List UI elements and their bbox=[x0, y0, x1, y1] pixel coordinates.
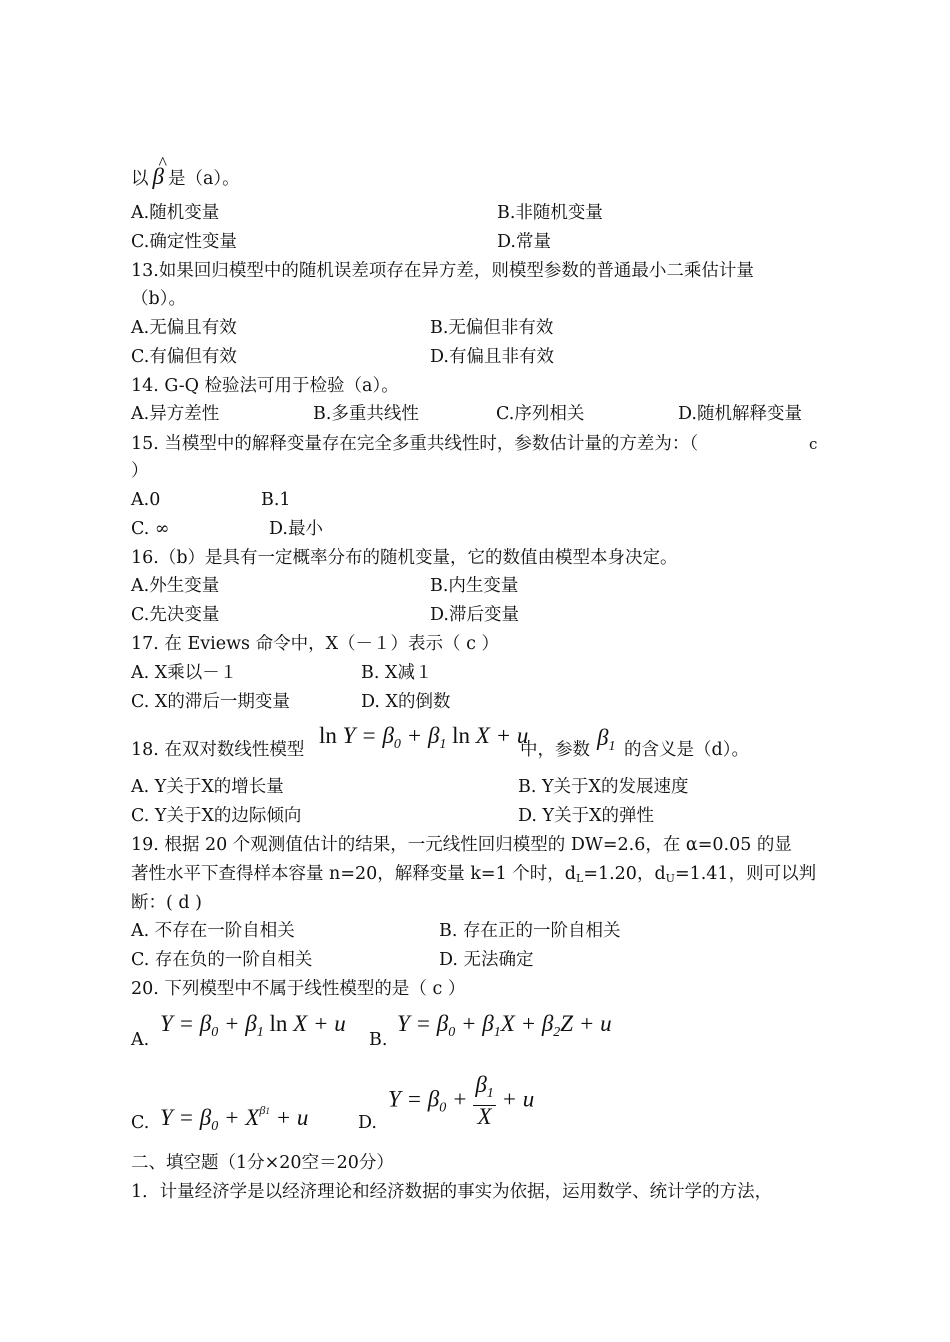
q12-option-a: A.随机变量 bbox=[131, 203, 220, 223]
q14-option-a: A.异方差性 bbox=[131, 404, 220, 424]
q16-option-b: B.内生变量 bbox=[430, 576, 519, 596]
q17-stem: 17. 在 Eviews 命令中，X（－１）表示（ c ） bbox=[131, 634, 499, 654]
q17-option-c: C. X的滞后一期变量 bbox=[131, 692, 290, 712]
q19-line1: 19. 根据 20 个观测值估计的结果，一元线性回归模型的 DW=2.6，在 α=0.05 的显 bbox=[131, 835, 792, 855]
q20-label-a: A. bbox=[131, 1030, 150, 1050]
q16-option-d: D.滞后变量 bbox=[430, 605, 519, 625]
q18-option-b: B. Y关于X的发展速度 bbox=[518, 777, 689, 797]
q18-option-c: C. Y关于X的边际倾向 bbox=[131, 806, 302, 826]
q20-label-b: B. bbox=[369, 1030, 388, 1050]
q19-option-d: D. 无法确定 bbox=[439, 950, 534, 970]
q20-formula-a: $Y = \beta_0 + \beta_1$ ln X + u bbox=[160, 1011, 346, 1040]
q19-line2-c: =1.41，则可以判 bbox=[674, 864, 817, 884]
q16-option-c: C.先决变量 bbox=[131, 605, 220, 625]
q20-stem: 20. 下列模型中不属于线性模型的是（ c ） bbox=[131, 979, 466, 999]
q17-option-b: B. X减１ bbox=[361, 663, 433, 683]
q15-stem-line1: 15. 当模型中的解释变量存在完全多重共线性时，参数估计量的方差为：（ bbox=[131, 434, 699, 454]
q20-formula-b: $Y = \beta_0 + \beta_1X + \beta_2Z + u$ bbox=[397, 1011, 612, 1040]
q19-option-a: A. 不存在一阶自相关 bbox=[131, 921, 295, 941]
q13-option-d: D.有偏且非有效 bbox=[430, 347, 554, 367]
q14-option-c: C.序列相关 bbox=[496, 404, 585, 424]
q19-dl-sub: L bbox=[576, 872, 584, 885]
q19-line3: 断：( d ) bbox=[131, 893, 202, 913]
q13-stem-line2: （b）。 bbox=[131, 289, 186, 309]
q19-line2-a: 著性水平下查得样本容量 n=20，解释变量 k=1 个时，d bbox=[131, 864, 576, 884]
q12-option-c: C.确定性变量 bbox=[131, 232, 237, 252]
q19-line2-b: =1.20，d bbox=[583, 864, 666, 884]
q12-option-b: B.非随机变量 bbox=[497, 203, 603, 223]
q18-prefix: 18. 在双对数线性模型 bbox=[131, 740, 305, 760]
q20-formula-d: $Y = \beta_0$ + $\frac{\beta_1}{X}$ + u bbox=[388, 1072, 535, 1129]
q18-option-d: D. Y关于X的弹性 bbox=[518, 806, 655, 826]
q13-option-b: B.无偏但非有效 bbox=[430, 318, 554, 338]
q14-stem: 14. G-Q 检验法可用于检验（a）。 bbox=[131, 376, 399, 396]
q20-label-d: D. bbox=[358, 1113, 377, 1133]
q13-option-c: C.有偏但有效 bbox=[131, 347, 237, 367]
q16-option-a: A.外生变量 bbox=[131, 576, 220, 596]
q12-suffix: 是（a）。 bbox=[167, 169, 240, 189]
q19-option-b: B. 存在正的一阶自相关 bbox=[439, 921, 621, 941]
q12-option-d: D.常量 bbox=[497, 232, 551, 252]
q18-beta1-symbol: $\beta_1$ bbox=[597, 725, 616, 754]
beta-hat-symbol: ^ β bbox=[153, 165, 164, 189]
q16-stem: 16.（b）是具有一定概率分布的随机变量，它的数值由模型本身决定。 bbox=[131, 548, 678, 568]
q12-prefix: 以 bbox=[131, 169, 149, 189]
q20-formula-c: $Y = \beta_0 + X^{\beta 1} + u$ bbox=[160, 1103, 309, 1134]
q18-stem bbox=[131, 738, 304, 762]
q17-option-a: A. X乘以－１ bbox=[131, 663, 238, 683]
q15-option-d: D.最小 bbox=[269, 519, 323, 539]
section2-q1: 1．计量经济学是以经济理论和经济数据的事实为依据，运用数学、统计学的方法， bbox=[131, 1182, 773, 1202]
q13-option-a: A.无偏且有效 bbox=[131, 318, 237, 338]
q19-line2 bbox=[131, 862, 816, 886]
q18-option-a: A. Y关于X的增长量 bbox=[131, 777, 284, 797]
section2-heading: 二、填空题（1分×20空＝20分） bbox=[131, 1153, 394, 1173]
q19-du-sub: U bbox=[665, 872, 675, 885]
q13-stem-line1: 13.如果回归模型中的随机误差项存在异方差，则模型参数的普通最小二乘估计量 bbox=[131, 261, 754, 281]
q18-suffix: 的含义是（d）。 bbox=[624, 740, 749, 760]
q15-option-a: A.0 bbox=[131, 490, 161, 510]
q14-option-d: D.随机解释变量 bbox=[678, 404, 802, 424]
q14-option-b: B.多重共线性 bbox=[313, 404, 419, 424]
q12-stem bbox=[131, 165, 240, 189]
q15-answer: c bbox=[809, 435, 818, 453]
q17-option-d: D. X的倒数 bbox=[361, 692, 451, 712]
q15-option-b: B.1 bbox=[261, 490, 291, 510]
q20-label-c: C. bbox=[131, 1113, 150, 1133]
q18-formula: $\ln Y = \beta_0 + \beta_1$ ln X + u bbox=[319, 723, 529, 752]
q19-option-c: C. 存在负的一阶自相关 bbox=[131, 950, 313, 970]
q15-stem-line2: ） bbox=[131, 461, 149, 481]
q18-middle: 中，参数 bbox=[520, 740, 590, 760]
q15-option-c: C. ∞ bbox=[131, 519, 170, 539]
